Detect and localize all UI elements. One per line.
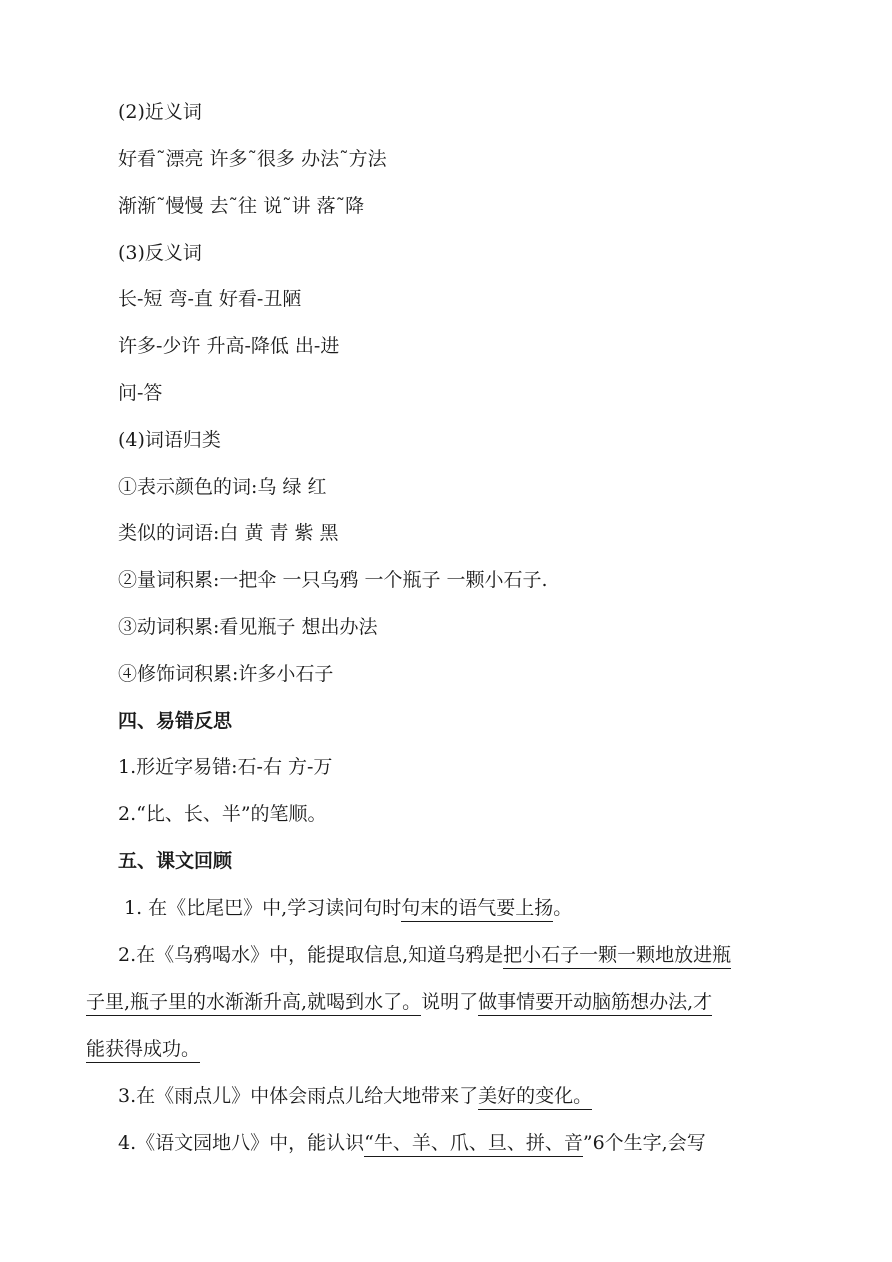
section-4-item-2: 2.“比、长、半”的笔顺。 [118, 803, 327, 825]
item-4-suffix: ”6个生字,会写 [582, 1132, 706, 1154]
item-2-underlined-2a: 做事情要开动脑筋想办法,才 [478, 991, 712, 1016]
section-5-item-3 [118, 1083, 592, 1109]
synonyms-line-1: 好看˜漂亮 许多˜很多 办法˜方法 [118, 148, 387, 170]
item-4-underlined: “牛、羊、爪、旦、拼、音 [364, 1132, 583, 1157]
item-1-underlined: 句末的语气要上扬 [401, 897, 553, 922]
section-5-title: 五、课文回顾 [118, 850, 233, 872]
item-1-suffix: 。 [553, 897, 573, 919]
item-3-prefix: 3.在《雨点儿》中体会雨点儿给大地带来了 [118, 1085, 479, 1107]
antonyms-line-3: 问-答 [118, 382, 163, 404]
antonyms-heading: (3)反义词 [118, 242, 202, 264]
item-1-prefix: 1. 在《比尾巴》中,学习读问句时 [124, 897, 402, 919]
item-2-underlined-2b: 能获得成功。 [86, 1038, 200, 1063]
item-2-underlined-1a: 把小石子一颗一颗地放进瓶 [503, 944, 731, 969]
item-2-part-2: 说明了 [421, 991, 479, 1013]
classify-line-2: 类似的词语:白 黄 青 紫 黑 [118, 522, 339, 544]
classify-line-1: ①表示颜色的词:乌 绿 红 [118, 476, 327, 498]
item-4-prefix: 4.《语文园地八》中，能认识 [118, 1132, 365, 1154]
antonyms-line-2: 许多-少许 升高-降低 出-进 [118, 335, 340, 357]
section-5-item-4 [118, 1130, 706, 1156]
section-4-title: 四、易错反思 [118, 710, 233, 732]
synonyms-line-2: 渐渐˜慢慢 去˜往 说˜讲 落˜降 [118, 195, 365, 217]
classify-line-4: ③动词积累:看见瓶子 想出办法 [118, 616, 378, 638]
item-3-underlined: 美好的变化。 [478, 1085, 592, 1110]
item-2-underlined-1b: 子里,瓶子里的水渐渐升高,就喝到水了。 [86, 991, 421, 1016]
section-5-item-2-line-3 [86, 1036, 200, 1062]
item-2-part-1: 2.在《乌鸦喝水》中，能提取信息,知道乌鸦是 [118, 944, 504, 966]
classify-heading: (4)词语归类 [118, 429, 221, 451]
classify-line-3: ②量词积累:一把伞 一只乌鸦 一个瓶子 一颗小石子. [118, 569, 548, 591]
section-5-item-1 [124, 895, 572, 921]
section-5-item-2-line-2 [86, 989, 712, 1015]
section-4-item-1: 1.形近字易错:石-右 方-万 [118, 756, 333, 778]
synonyms-heading: (2)近义词 [118, 101, 202, 123]
antonyms-line-1: 长-短 弯-直 好看-丑陋 [118, 288, 302, 310]
section-5-item-2-line-1 [118, 942, 731, 968]
classify-line-5: ④修饰词积累:许多小石子 [118, 663, 334, 685]
